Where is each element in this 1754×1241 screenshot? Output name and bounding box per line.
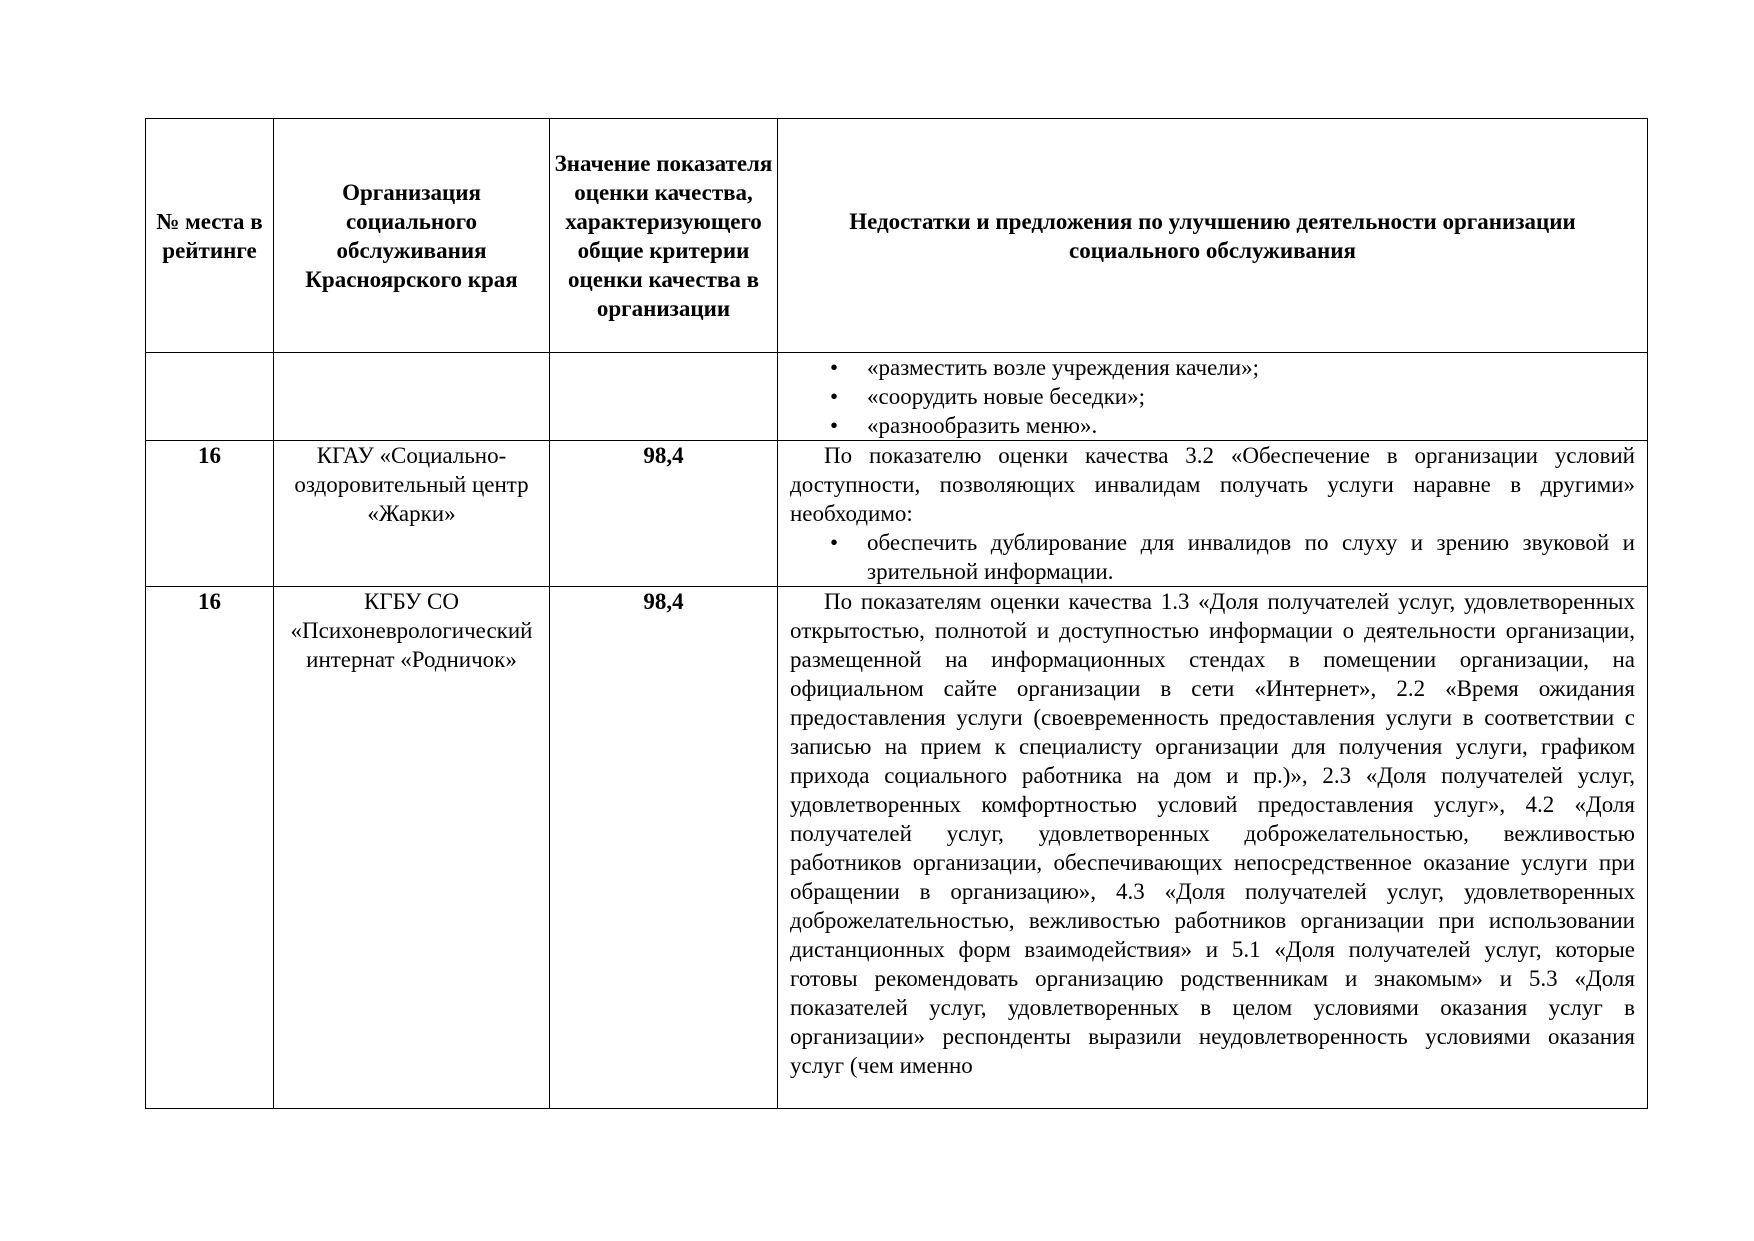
cell-place: 16 [146, 587, 274, 1109]
cell-shortcomings [778, 587, 1648, 1109]
cell-value: 98,4 [550, 441, 778, 587]
cell-shortcomings [778, 353, 1648, 441]
rating-table [145, 118, 1648, 1109]
shortcomings-text: По показателю оценки качества 3.2 «Обеспечение в организации условий доступности, позволяющих инвалидам получать услуги наравне в другими» необходимо: [790, 443, 1635, 526]
shortcomings-text: По показателям оценки качества 1.3 «Доля получателей услуг, удовлетворенных открытостью, полнотой и доступностью информации о деятельности организации, размещенной на информационных стендах в помещении организации, на официальном сайте организации в сети «Интернет», 2.2 «Время ожидания предоставления услуги (своевременность предоставления услуги в соответствии с записью на прием к специалисту организации для получения услуги, графиком прихода социального работника на дом и пр.)», 2.3 «Доля получателей услуг, удовлетворенных комфортностью условий предоставления услуг», 4.2 «Доля получателей услуг, удовлетворенных доброжелательностью, вежливостью работников организации, обеспечивающих непосредственное оказание услуги при обращении в организацию», 4.3 «Доля получателей услуг, удовлетворенных доброжелательностью, вежливостью работников организации при использовании дистанционных форм взаимодействия» и 5.1 «Доля получателей услуг, которые готовы рекомендовать организацию родственникам и знакомым» и 5.3 «Доля показателей услуг, удовлетворенных в целом условиями оказания услуг в организации» респонденты выразили неудовлетворенность условиями оказания услуг (чем именно [790, 589, 1635, 1078]
bullet-list [790, 353, 1635, 440]
list-item: • «разнообразить меню». [790, 411, 1635, 440]
table-row [146, 587, 1648, 1109]
cell-organization: КГАУ «Социально-оздоровительный центр «Жарки» [274, 441, 550, 587]
cell-shortcomings [778, 441, 1648, 587]
bullet-list [790, 528, 1635, 586]
list-item: • «разместить возле учреждения качели»; [790, 353, 1635, 382]
header-shortcomings: Недостатки и предложения по улучшению деятельности организации социального обслуживания [778, 119, 1648, 353]
cell-organization [274, 353, 550, 441]
list-item: • обеспечить дублирование для инвалидов по слуху и зрению звуковой и зрительной информации. [790, 528, 1635, 586]
cell-place [146, 353, 274, 441]
cell-value: 98,4 [550, 587, 778, 1109]
table-row [146, 353, 1648, 441]
table-header-row [146, 119, 1648, 353]
cell-organization: КГБУ СО «Психоневрологический интернат «Родничок» [274, 587, 550, 1109]
list-item: • «соорудить новые беседки»; [790, 382, 1635, 411]
table-row [146, 441, 1648, 587]
cell-place: 16 [146, 441, 274, 587]
header-place: № места в рейтинге [146, 119, 274, 353]
header-organization: Организация социального обслуживания Красноярского края [274, 119, 550, 353]
cell-value [550, 353, 778, 441]
header-value: Значение показателя оценки качества, характеризующего общие критерии оценки качества в организации [550, 119, 778, 353]
